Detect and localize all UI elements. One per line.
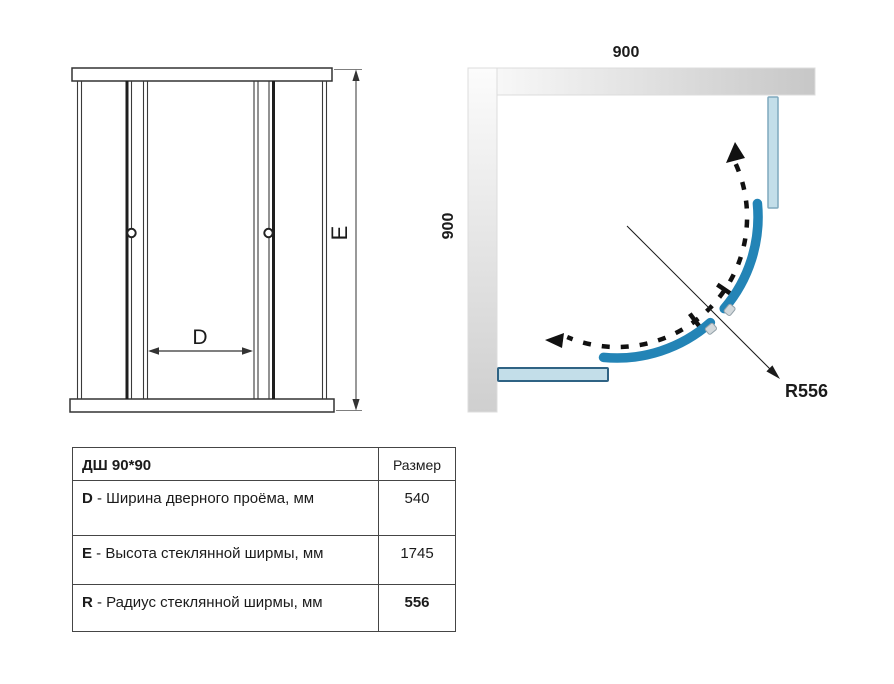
dimension-e: [327, 70, 362, 411]
spec-value-door-width: 540: [379, 481, 456, 536]
spec-label-door-width: [73, 481, 379, 536]
travel-arrow-left-icon: [545, 333, 564, 348]
top-wall: [468, 68, 815, 95]
left-door-knob: [127, 229, 135, 237]
top-wall-dimension-label: 900: [612, 44, 640, 61]
spec-table-header-row: [73, 448, 456, 481]
dimension-d: [148, 326, 253, 355]
front-bottom-rail: [70, 399, 334, 412]
spec-letter-e: E: [82, 545, 93, 562]
sliding-door-lower: [604, 323, 711, 358]
travel-arrow-up-icon: [726, 142, 745, 163]
spec-size-header: Размер: [379, 448, 456, 481]
spec-letter-r: R: [82, 594, 93, 611]
spec-label-glass-radius: [73, 585, 379, 632]
spec-model-header: ДШ 90*90: [73, 448, 379, 481]
spec-label-glass-height: [73, 536, 379, 585]
dim-d-arrow-right: [242, 347, 253, 355]
dim-e-arrow-bottom: [352, 399, 359, 411]
spec-value-glass-radius: 556: [379, 585, 456, 632]
dim-e-label: E: [327, 225, 352, 241]
spec-text-door-width: - Ширина дверного проёма, мм: [92, 490, 315, 507]
spec-table: [72, 447, 456, 632]
curved-sliding-doors: [604, 204, 759, 359]
right-door-knob: [264, 229, 272, 237]
fixed-glass-panel-right: [768, 97, 778, 208]
front-view-diagram: [70, 68, 362, 412]
fixed-glass-panel-bottom: [498, 368, 608, 381]
dim-d-arrow-left: [148, 347, 159, 355]
front-top-rail: [72, 68, 332, 81]
radius-value-label: R556: [785, 381, 829, 401]
left-wall-dimension-label: 900: [440, 212, 457, 240]
spec-row-door-width: [73, 481, 456, 536]
spec-text-glass-height: - Высота стеклянной ширмы, мм: [92, 545, 324, 562]
dim-d-label: D: [192, 326, 208, 349]
top-view-diagram: [440, 44, 828, 412]
left-wall: [468, 68, 497, 412]
spec-value-glass-height: 1745: [379, 536, 456, 585]
spec-row-glass-height: [73, 536, 456, 585]
spec-row-glass-radius: [73, 585, 456, 632]
dim-e-arrow-top: [352, 70, 359, 82]
spec-letter-d: D: [82, 490, 93, 507]
spec-text-glass-radius: - Радиус стеклянной ширмы, мм: [92, 594, 323, 611]
